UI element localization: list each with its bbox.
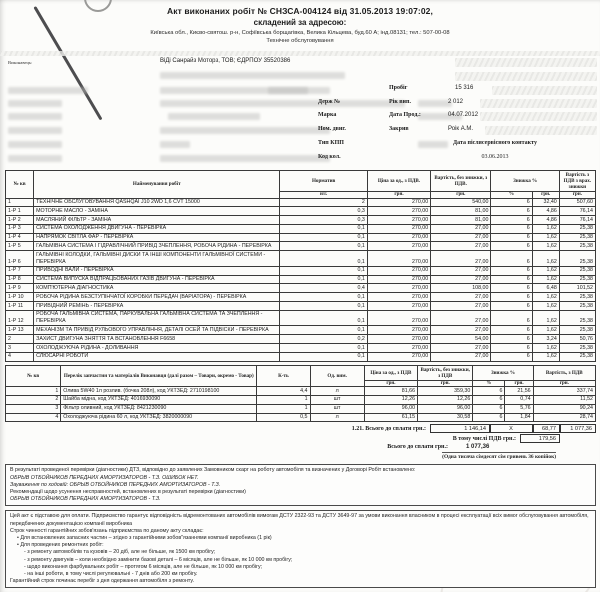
diagnostics-box xyxy=(5,464,596,506)
cell-cost: 30,58 xyxy=(418,413,473,422)
cell-norm: 0,1 xyxy=(280,233,367,242)
text-line: Зауваження по ходовій: ОБРЫВ ОТБОЙНИКОВ ПЕРЕДНИХ АМОРТИЗАТОРОВ - Т.З. xyxy=(10,481,221,488)
cell-total: 25,38 xyxy=(559,344,595,353)
works-col-no: № кв xyxy=(6,171,34,199)
cell-disc: 1,62 xyxy=(532,242,559,251)
text-line: • Для встановлених запасних частин – згідно з гарантійними зобов"язаннями компанії виробника (1 рік) xyxy=(17,534,272,541)
redacted-text xyxy=(160,100,405,107)
unit-grn: грн. xyxy=(532,192,559,199)
redacted-text xyxy=(8,141,62,148)
parts-col-discount: Знижка % xyxy=(473,365,533,380)
cell-name: ГАЛЬМІВНА СИСТЕМА І ГІДРАВЛІЧНИЙ ПРИВІД ЗЧЕПЛЕННЯ, РОБОЧА РІДИНА - ПЕРЕВІРКА xyxy=(34,242,280,251)
cell-cost: 540,00 xyxy=(431,198,491,207)
cell-name: СИСТЕМА ОХОЛОДЖЕННЯ ДВИГУНА - ПЕРЕВІРКА xyxy=(34,224,280,233)
table-row xyxy=(6,207,596,216)
cell-cost: 27,00 xyxy=(431,310,491,326)
cell-num: 1 xyxy=(6,198,34,207)
cell-num: 1-Р 13 xyxy=(6,326,34,335)
cell-num: 1-Р 10 xyxy=(6,293,34,302)
cell-total: 25,38 xyxy=(559,310,595,326)
cell-disc: 21,56 xyxy=(505,387,533,396)
redacted-text xyxy=(8,100,62,107)
redacted-text xyxy=(160,72,345,79)
cell-price: 270,00 xyxy=(367,216,430,225)
redacted-text xyxy=(8,127,62,134)
cell-num: 1-Р 2 xyxy=(6,216,34,225)
redacted-text xyxy=(8,87,88,94)
cell-cost: 27,00 xyxy=(431,242,491,251)
vehicle-info-block xyxy=(0,0,600,168)
cell-disc: 1,62 xyxy=(532,275,559,284)
works-col-price: Ціна за од., з ПДВ. xyxy=(367,171,430,192)
cell-pct: 6 xyxy=(473,404,505,413)
cell-num: 1-Р 3 xyxy=(6,224,34,233)
cell-name: Охолоджуюча рідина 60 л, код УКТЗЕД: 3820000090 xyxy=(61,413,257,422)
cell-disc: 3,24 xyxy=(532,335,559,344)
cell-name: ПРИВОДНІ ВАЛИ - ПЕРЕВІРКА xyxy=(34,266,280,275)
cell-name: СЛЮСАРНІ РОБОТИ xyxy=(34,352,280,361)
cell-cost: 27,00 xyxy=(431,224,491,233)
cell-num: 3 xyxy=(6,344,34,353)
cell-price: 270,00 xyxy=(367,198,430,207)
cell-price: 270,00 xyxy=(367,251,430,267)
cell-unit: шт xyxy=(310,395,364,404)
cell-disc: 1,62 xyxy=(532,352,559,361)
table-row xyxy=(6,344,596,353)
cell-disc: 4,86 xyxy=(532,207,559,216)
cell-name: ЗАХИСТ ДВИГУНА ЗНЯТТЯ ТА ВСТАНОВЛЕННЯ F6658 xyxy=(34,335,280,344)
grand-total-label: 1.21. Всього до сплати грн.: xyxy=(351,425,426,432)
cell-disc: 32,40 xyxy=(532,198,559,207)
cell-norm: 0,1 xyxy=(280,344,367,353)
cell-name: МЕХАНІЗМ ТА ПРИВІД РУЛЬОВОГО УПРАВЛІННЯ, ДЕТАЛІ ОСЕЙ ТА ПІДВІСКИ - ПЕРЕВІРКА xyxy=(34,326,280,335)
cell-disc: 6,48 xyxy=(532,284,559,293)
cell-disc: 5,76 xyxy=(505,404,533,413)
cell-cost: 96,00 xyxy=(418,404,473,413)
cell-pct: 6 xyxy=(491,302,532,311)
text-line: - з ремонту двигунів – коли необхідно замінити базові деталі – 6 місяців, але не більше, як 10 000 км пробігу; xyxy=(24,556,293,563)
cell-pct: 6 xyxy=(473,395,505,404)
cell-price: 61,15 xyxy=(364,413,417,422)
cell-pct: 6 xyxy=(491,293,532,302)
cell-qty: 4,4 xyxy=(257,387,310,396)
cell-price: 270,00 xyxy=(367,224,430,233)
state-number-label: Держ № xyxy=(318,99,341,105)
cell-cost: 81,00 xyxy=(431,207,491,216)
works-col-discount: Знижка % xyxy=(491,171,559,192)
cell-price: 270,00 xyxy=(367,310,430,326)
cell-pct: 6 xyxy=(491,335,532,344)
table-row xyxy=(6,275,596,284)
cell-unit: л xyxy=(310,387,364,396)
cell-price: 270,00 xyxy=(367,275,430,284)
works-col-total: Вартість з ПДВ з врах. знижки xyxy=(559,171,595,192)
cell-unit: л xyxy=(310,413,364,422)
cell-qty: 1 xyxy=(257,404,310,413)
cell-pct: 6 xyxy=(491,198,532,207)
cell-num: 4 xyxy=(6,413,61,422)
cell-pct: 6 xyxy=(491,207,532,216)
redacted-text xyxy=(8,155,62,162)
cell-disc: 1,62 xyxy=(532,224,559,233)
parts-table xyxy=(5,365,596,423)
cell-num: 2 xyxy=(6,335,34,344)
year-label: Рік вип. xyxy=(389,99,411,105)
redacted-text xyxy=(160,155,330,162)
cell-price: 270,00 xyxy=(367,326,430,335)
cell-total: 507,60 xyxy=(559,198,595,207)
cell-unit: шт xyxy=(310,404,364,413)
amount-in-words: (Одна тисяча сімдесят сім гривень 36 копійок) xyxy=(442,454,556,461)
table-row xyxy=(6,326,596,335)
cell-disc: 1,62 xyxy=(532,266,559,275)
cell-norm: 0,1 xyxy=(280,266,367,275)
sale-date-label: Дата Прод.: xyxy=(389,112,421,118)
cell-pct: 6 xyxy=(491,310,532,326)
closed-by-label: Закрив xyxy=(389,126,409,132)
document-body xyxy=(5,170,596,588)
cell-name: Олива 5W40 1л розлив. (бочка 208л), код УКТЗЕД: 2710198100 xyxy=(61,387,257,396)
cell-price: 270,00 xyxy=(367,293,430,302)
cell-cost: 27,00 xyxy=(431,352,491,361)
table-row xyxy=(6,310,596,326)
cell-norm: 0,1 xyxy=(280,293,367,302)
total-due-label: Всього до сплати грн.: xyxy=(387,444,448,451)
cell-pct: 6 xyxy=(491,251,532,267)
cell-pct: 6 xyxy=(491,284,532,293)
vat-label: В тому числі ПДВ грн.: xyxy=(452,435,516,442)
brand-label: Марка xyxy=(318,112,337,118)
cell-total: 11,52 xyxy=(533,395,595,404)
cell-name: ПРИВІДНИЙ РЕМІНЬ - ПЕРЕВІРКА xyxy=(34,302,280,311)
cell-total: 28,74 xyxy=(533,413,595,422)
parts-col-total: Вартість, з ПДВ xyxy=(533,365,595,380)
text-line: ОБРЫВ ОТБОЙНИКОВ ПЕРЕДНИХ АМОРТИЗАТОРОВ - Т.З. ОШИБОК НЕТ. xyxy=(10,474,199,481)
cell-price: 270,00 xyxy=(367,335,430,344)
cell-norm: 0,2 xyxy=(280,335,367,344)
table-row xyxy=(6,395,596,404)
sale-date-value: 04.07.2012 xyxy=(448,112,479,118)
table-row xyxy=(6,293,596,302)
table-row xyxy=(6,233,596,242)
totals-section xyxy=(5,424,596,460)
cell-price: 270,00 xyxy=(367,266,430,275)
text-line: • Для проведених ремонтних робіт: xyxy=(17,542,104,549)
unit-grn: грн. xyxy=(559,192,595,199)
cell-norm: 0,1 xyxy=(280,242,367,251)
cell-num: 1-Р 4 xyxy=(6,233,34,242)
cell-cost: 54,00 xyxy=(431,335,491,344)
unit-norm: н/г. xyxy=(280,192,367,199)
cell-num: 1-Р 8 xyxy=(6,275,34,284)
redacted-text xyxy=(8,113,62,120)
cell-total: 25,38 xyxy=(559,326,595,335)
unit-pct: % xyxy=(491,192,532,199)
cell-price: 270,00 xyxy=(367,207,430,216)
cell-cost: 27,00 xyxy=(431,266,491,275)
total-x-mark: X xyxy=(490,424,533,433)
cell-cost: 27,00 xyxy=(431,344,491,353)
cell-cost: 108,00 xyxy=(431,284,491,293)
parts-col-qty: К-ть xyxy=(257,365,310,387)
text-line: Строк чинності гарантійних зобов'язань підприємства по даному акту складає: xyxy=(10,527,204,534)
cell-name: Фільтр оливний, код УКТЗЕД: 8421230090 xyxy=(61,404,257,413)
text-line: Рекомендації щодо усунення несправностей, встановлених в результаті перевірки (діагностики) xyxy=(10,488,246,495)
cell-name: РОБОЧА ГАЛЬМІВНА СИСТЕМА, ПАРКУВАЛЬНА ГАЛЬМІВНА СИСТЕМА ТА ЗЧЕПЛЕННЯ - ПЕРЕВІРКА xyxy=(34,310,280,326)
document-address: Київська обл., Києво-святош. р-н, Софіївська борщагівка, Велика Кільцева, буд.60 А; інд.08131; тел.: 507-00-08 xyxy=(150,30,450,36)
cell-norm: 0,1 xyxy=(280,310,367,326)
text-line: - з ремонту автомобілів та кузовів – 20 діб, але не більше, як 1500 км пробігу; xyxy=(24,549,216,556)
scan-artifact xyxy=(455,72,597,81)
cell-norm: 0,1 xyxy=(280,352,367,361)
text-line: - щодо виконання фарбувальних робіт – протягом 6 місяців, але не більше, як 10 000 км пробігу; xyxy=(24,563,263,570)
cell-cost: 12,26 xyxy=(418,395,473,404)
cell-cost: 81,00 xyxy=(431,216,491,225)
cell-total: 25,38 xyxy=(559,251,595,267)
color-code-label: Код кол. xyxy=(318,154,341,160)
cell-total: 25,38 xyxy=(559,293,595,302)
cell-total: 76,14 xyxy=(559,216,595,225)
cell-norm: 0,3 xyxy=(280,207,367,216)
after-service-date-label: Дата післясервісного контакту xyxy=(453,140,537,146)
cell-num: 1 xyxy=(6,387,61,396)
cell-total: 90,24 xyxy=(533,404,595,413)
cell-pct: 6 xyxy=(491,275,532,284)
table-row xyxy=(6,387,596,396)
cell-price: 81,66 xyxy=(364,387,417,396)
scan-artifact xyxy=(0,51,600,56)
unit-grn: грн. xyxy=(418,380,473,387)
cell-cost: 27,00 xyxy=(431,293,491,302)
warranty-box xyxy=(5,510,596,588)
cell-price: 270,00 xyxy=(367,284,430,293)
redacted-text xyxy=(268,87,308,94)
table-row xyxy=(6,284,596,293)
cell-num: 1-Р 5 xyxy=(6,242,34,251)
works-table xyxy=(5,170,596,362)
cell-pct: 6 xyxy=(491,352,532,361)
cell-cost: 359,30 xyxy=(418,387,473,396)
table-row xyxy=(6,216,596,225)
cell-num: 1-Р 6 xyxy=(6,251,34,267)
cell-cost: 27,00 xyxy=(431,275,491,284)
scan-artifact xyxy=(455,58,597,67)
cell-norm: 0,4 xyxy=(280,284,367,293)
cell-qty: 0,5 xyxy=(257,413,310,422)
cell-total: 25,38 xyxy=(559,224,595,233)
text-line: В результаті проведеної перевірки (діагностики) ДТЗ, відповідно до заявлених Замовником скарг на роботу автомобіля та визначених у Договорі Робіт встановлено: xyxy=(10,467,416,474)
after-service-date-value: 03.06.2013 xyxy=(481,154,509,160)
cell-pct: 6 xyxy=(491,216,532,225)
table-row xyxy=(6,251,596,267)
cell-name: РОБОЧА РІДИНА БЕЗСТУПІНЧАТОЇ КОРОБКИ ПЕРЕДАЧ (ВАРІАТОРА) - ПЕРЕВІРКА xyxy=(34,293,280,302)
works-col-norm: Норматив xyxy=(280,171,367,192)
cell-price: 12,26 xyxy=(364,395,417,404)
cell-norm: 0,1 xyxy=(280,224,367,233)
cell-price: 270,00 xyxy=(367,233,430,242)
text-line: Цей акт є підставою для оплати. Підприємство гарантує відповідність відремонтованих автомобілів вимогам ДСТУ 2322-93 та ДСТУ 3649-97 за умови виконання власником в процесі експлуатації всіх вимог обслуговування автомобіля, передбачених документацією компанії виробника xyxy=(10,513,589,527)
total-discount-value: 68,77 xyxy=(533,424,560,433)
scan-artifact xyxy=(480,99,597,108)
cell-num: 3 xyxy=(6,404,61,413)
total-net-value: 1 077,36 xyxy=(560,424,596,433)
executor-label: Виконавець: xyxy=(8,60,33,65)
cell-pct: 6 xyxy=(491,242,532,251)
total-gross-value: 1 146,14 xyxy=(430,424,490,433)
cell-disc: 1,84 xyxy=(505,413,533,422)
parts-col-name: Перелік запчастин та матеріалів Виконавця (далі разом – Товари, окремо - Товар) xyxy=(61,365,257,387)
cell-price: 270,00 xyxy=(367,352,430,361)
cell-pct: 6 xyxy=(491,326,532,335)
cell-total: 25,38 xyxy=(559,352,595,361)
table-row xyxy=(6,302,596,311)
cell-name: СИСТЕМА ВИПУСКА ВІДПРАЦЬОВАНИХ ГАЗІВ ДВИГУНА - ПЕРЕВІРКА xyxy=(34,275,280,284)
cell-num: 1-Р 12 xyxy=(6,310,34,326)
cell-norm: 0,1 xyxy=(280,251,367,267)
unit-grn: грн. xyxy=(505,380,533,387)
total-due-value: 1 077,36 xyxy=(466,444,490,451)
redacted-text xyxy=(418,100,452,107)
cell-name: МОТОРНЕ МАСЛО - ЗАМІНА xyxy=(34,207,280,216)
cell-price: 270,00 xyxy=(367,344,430,353)
cell-total: 101,52 xyxy=(559,284,595,293)
scan-artifact xyxy=(485,126,597,135)
parts-col-cost: Вартість, без знижки, з ПДВ xyxy=(418,365,473,380)
cell-pct: 6 xyxy=(491,233,532,242)
redacted-text xyxy=(168,113,260,120)
engine-number-label: Ном. двиг. xyxy=(318,126,346,132)
cell-norm: 0,1 xyxy=(280,326,367,335)
gearbox-type-label: Тип КПП xyxy=(318,140,344,146)
table-row xyxy=(6,335,596,344)
service-type: Технічне обслуговування xyxy=(266,38,334,44)
cell-name: ГАЛЬМІВНІ КОЛОДКИ, ГАЛЬМІВНІ ДИСКИ ТА ІНШІ КОМПОНЕНТИ ГАЛЬМІВНОЇ СИСТЕМИ - ПЕРЕВІРКА xyxy=(34,251,280,267)
cell-total: 25,38 xyxy=(559,233,595,242)
cell-pct: 6 xyxy=(473,413,505,422)
redacted-text xyxy=(160,127,330,134)
scan-artifact xyxy=(492,86,597,95)
unit-grn: грн. xyxy=(431,192,491,199)
vat-value: 179,56 xyxy=(520,434,560,443)
cell-name: НАПРЯМОК СВІТЛА ФАР - ПЕРЕВІРКА xyxy=(34,233,280,242)
text-line: ОБРЫВ ОТБОЙНИКОВ ПЕРЕДНИХ АМОРТИЗАТОРОВ - Т.З. xyxy=(10,496,161,503)
scan-artifact xyxy=(480,112,597,121)
cell-pct: 6 xyxy=(491,344,532,353)
table-row xyxy=(6,404,596,413)
cell-total: 76,14 xyxy=(559,207,595,216)
cell-disc: 1,62 xyxy=(532,344,559,353)
cell-total: 25,38 xyxy=(559,242,595,251)
redacted-text xyxy=(160,141,190,148)
document-subtitle: складений за адресою: xyxy=(253,18,347,27)
unit-pct: % xyxy=(473,380,505,387)
cell-pct: 6 xyxy=(491,266,532,275)
works-col-cost: Вартість, без знижки, з ПДВ. xyxy=(431,171,491,192)
cell-price: 96,00 xyxy=(364,404,417,413)
cell-disc: 1,62 xyxy=(532,326,559,335)
cell-name: МАСЛЯНИЙ ФІЛЬТР - ЗАМІНА xyxy=(34,216,280,225)
cell-num: 1-Р 11 xyxy=(6,302,34,311)
table-row xyxy=(6,224,596,233)
cell-total: 50,76 xyxy=(559,335,595,344)
cell-total: 337,74 xyxy=(533,387,595,396)
cell-num: 1-Р 9 xyxy=(6,284,34,293)
cell-name: ОХОЛОДЖУЮЧА РІДИНА - ДОЛИВАННЯ xyxy=(34,344,280,353)
cell-disc: 1,62 xyxy=(532,302,559,311)
text-line: - на інші роботи, в тому числі регулювальні - 7 днів або 200 км пробігу. xyxy=(24,570,198,577)
cell-cost: 27,00 xyxy=(431,302,491,311)
cell-num: 1-Р 1 xyxy=(6,207,34,216)
cell-num: 1-Р 7 xyxy=(6,266,34,275)
parts-col-unit: Од. вим. xyxy=(310,365,364,387)
cell-pct: 6 xyxy=(491,224,532,233)
mileage-label: Пробіг xyxy=(389,85,408,91)
table-row xyxy=(6,413,596,422)
closed-by-value: Роік А.М. xyxy=(448,126,474,132)
cell-price: 270,00 xyxy=(367,242,430,251)
executor-value: ВіДі Санрайз Моторз, ТОВ; ЄДРПОУ 35520386 xyxy=(160,58,291,64)
table-row xyxy=(6,242,596,251)
cell-disc: 4,86 xyxy=(532,216,559,225)
year-value: 2 012 xyxy=(448,99,464,105)
cell-cost: 27,00 xyxy=(431,326,491,335)
cell-total: 25,38 xyxy=(559,302,595,311)
works-col-name: Найменування робіт xyxy=(34,171,280,199)
table-row xyxy=(6,198,596,207)
mileage-value: 15 316 xyxy=(455,85,474,91)
cell-disc: 1,62 xyxy=(532,233,559,242)
parts-col-price: Ціна за од., з ПДВ xyxy=(364,365,417,380)
unit-grn: грн. xyxy=(367,192,430,199)
cell-disc: 0,74 xyxy=(505,395,533,404)
cell-norm: 0,3 xyxy=(280,216,367,225)
cell-total: 25,38 xyxy=(559,275,595,284)
document-title: Акт виконаних робіт № СНЗСА-004124 від 31.05.2013 19:07:02, xyxy=(167,6,433,16)
cell-num: 2 xyxy=(6,395,61,404)
cell-norm: 0,1 xyxy=(280,275,367,284)
cell-norm: 2 xyxy=(280,198,367,207)
cell-num: 4 xyxy=(6,352,34,361)
parts-col-no: № кв xyxy=(6,365,61,387)
cell-total: 25,38 xyxy=(559,266,595,275)
cell-price: 270,00 xyxy=(367,302,430,311)
unit-grn: грн. xyxy=(533,380,595,387)
cell-norm: 0,1 xyxy=(280,302,367,311)
cell-disc: 1,62 xyxy=(532,310,559,326)
cell-name: Шайба мідна, код УКТЗЕД: 4016930090 xyxy=(61,395,257,404)
text-line: Гарантійний строк починає перебіг з дня одержання автомобіля з ремонту. xyxy=(10,578,194,585)
cell-name: ТЕХНІЧНЕ ОБСЛУГОВУВАННЯ QASHQAI J10 2WD 1,6 CVT 15000 xyxy=(34,198,280,207)
cell-pct: 6 xyxy=(473,387,505,396)
cell-qty: 1 xyxy=(257,395,310,404)
cell-cost: 27,00 xyxy=(431,251,491,267)
cell-cost: 27,00 xyxy=(431,233,491,242)
table-row xyxy=(6,266,596,275)
cell-disc: 1,62 xyxy=(532,251,559,267)
cell-name: КОМП'ЮТЕРНА ДІАГНОСТИКА xyxy=(34,284,280,293)
cell-disc: 1,62 xyxy=(532,293,559,302)
table-row xyxy=(6,352,596,361)
unit-grn: грн. xyxy=(364,380,417,387)
